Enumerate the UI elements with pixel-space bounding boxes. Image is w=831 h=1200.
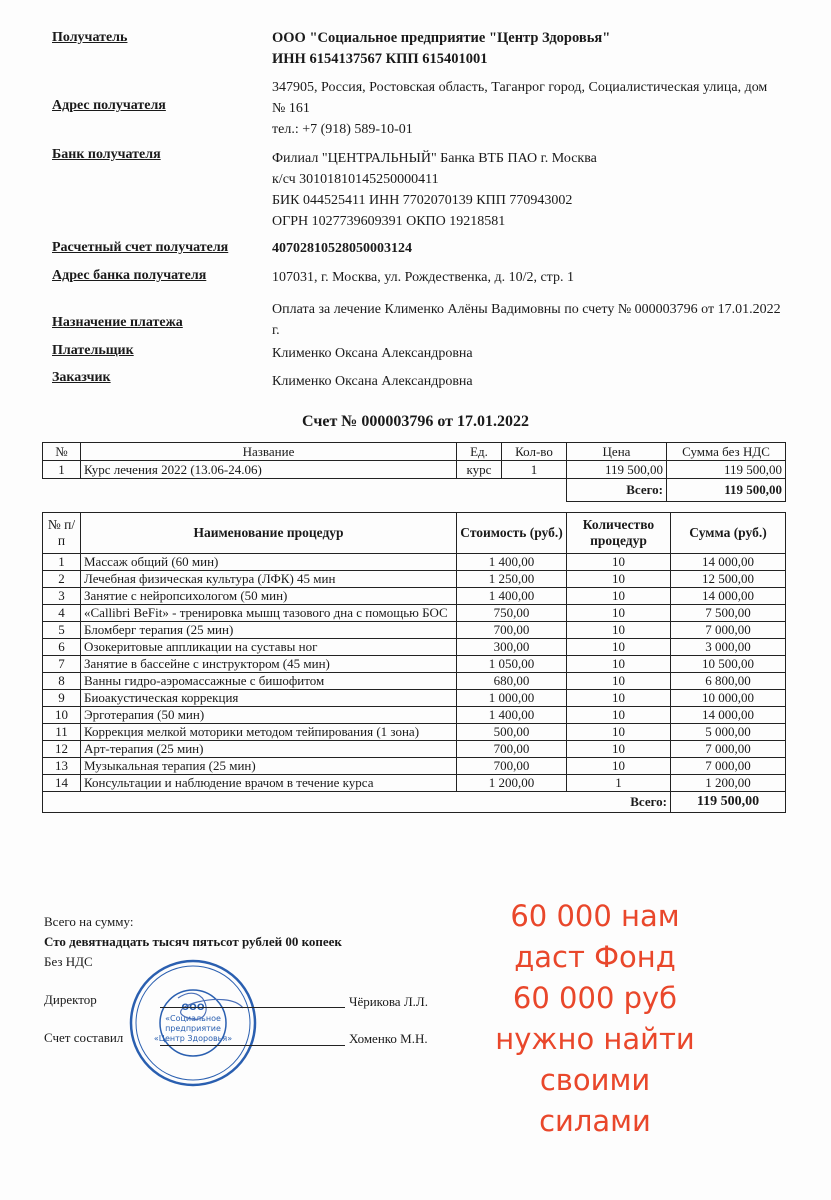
cell: курс [457,461,502,479]
note-line: силами [539,1104,651,1138]
cost: 1 250,00 [457,571,567,588]
invoice-table [42,442,786,502]
sum: 5 000,00 [671,724,786,741]
table-header-row [43,513,786,554]
cost: 1 400,00 [457,707,567,724]
procedure-name: Эрготерапия (50 мин) [81,707,457,724]
table-row [43,571,786,588]
label-account: Расчетный счет получателя [52,240,229,255]
procedure-name: Консультации и наблюдение врачом в течение курса [81,775,457,792]
quantity: 10 [567,588,671,605]
header-cell: № [43,443,81,461]
procedure-name: Арт-терапия (25 мин) [81,741,457,758]
procedure-name: Занятие в бассейне с инструктором (45 мин) [81,656,457,673]
quantity: 10 [567,639,671,656]
sum: 7 000,00 [671,758,786,775]
cost: 1 400,00 [457,588,567,605]
recipient-name [272,28,772,70]
table-row [43,639,786,656]
total-row [43,792,786,813]
header-cell: Сумма (руб.) [671,513,786,554]
table-row [43,588,786,605]
svg-text:«Социальное: «Социальное [165,1014,221,1023]
svg-text:«Центр Здоровья»: «Центр Здоровья» [153,1034,233,1043]
row-number: 6 [43,639,81,656]
sum: 14 000,00 [671,554,786,571]
header-cell: Сумма без НДС [667,443,786,461]
table-row [43,775,786,792]
cost: 680,00 [457,673,567,690]
total-label: Всего: [567,479,667,502]
handwritten-note [470,896,720,1142]
sum: 6 800,00 [671,673,786,690]
label-bank-address: Адрес банка получателя [52,268,207,283]
table-header-row [43,443,786,461]
label-purpose: Назначение платежа [52,315,183,330]
bank-line: Филиал "ЦЕНТРАЛЬНЫЙ" Банка ВТБ ПАО г. Москва [272,151,597,166]
note-line: нужно найти [495,1022,695,1056]
quantity: 10 [567,724,671,741]
table-row [43,673,786,690]
composer-label: Счет составил [44,1030,124,1045]
header-cell: Кол-во [502,443,567,461]
procedure-name: Коррекция мелкой моторики методом тейпирования (1 зона) [81,724,457,741]
empty [43,479,567,502]
bank-address: 107031, г. Москва, ул. Рождественка, д. 10/2, стр. 1 [272,270,574,285]
sum: 14 000,00 [671,707,786,724]
sum: 3 000,00 [671,639,786,656]
amount-in-words: Сто девятнадцать тысяч пятьсот рублей 00 копеек [44,934,342,949]
sum: 12 500,00 [671,571,786,588]
procedure-name: Биоакустическая коррекция [81,690,457,707]
note-line: своими [539,1063,651,1097]
director-label: Директор [44,992,97,1007]
row-number: 12 [43,741,81,758]
bank-line: БИК 044525411 ИНН 7702070139 КПП 770943002 [272,193,573,208]
row-number: 1 [43,554,81,571]
row-number: 13 [43,758,81,775]
row-number: 8 [43,673,81,690]
sum: 14 000,00 [671,588,786,605]
payer: Клименко Оксана Александровна [272,346,473,361]
cost: 700,00 [457,622,567,639]
total-label: Всего: [567,792,671,813]
label-recipient: Получатель [52,30,128,45]
header-cell: № п/п [43,513,81,554]
cell: 119 500,00 [667,461,786,479]
bank-line: к/сч 30101810145250000411 [272,172,439,187]
table-row [43,554,786,571]
row-number: 2 [43,571,81,588]
row-number: 5 [43,622,81,639]
cost: 1 200,00 [457,775,567,792]
label-address: Адрес получателя [52,98,166,113]
director-name: Чёрикова Л.Л. [349,994,428,1009]
cell: 1 [502,461,567,479]
table-row [43,724,786,741]
quantity: 10 [567,707,671,724]
cell: Курс лечения 2022 (13.06-24.06) [81,461,457,479]
note-line: 60 000 руб [512,981,678,1015]
quantity: 10 [567,622,671,639]
quantity: 10 [567,690,671,707]
table-row [43,690,786,707]
empty [43,792,567,813]
svg-text:ООО: ООО [181,1003,205,1013]
label-customer: Заказчик [52,370,111,385]
quantity: 10 [567,554,671,571]
company-stamp-icon [128,958,258,1088]
procedure-name: Музыкальная терапия (25 мин) [81,758,457,775]
row-number: 11 [43,724,81,741]
quantity: 10 [567,741,671,758]
table-row [43,741,786,758]
label-payer: Плательщик [52,343,134,358]
composer-name: Хоменко М.Н. [349,1031,428,1046]
procedure-name: Озокеритовые аппликации на суставы ног [81,639,457,656]
table-row [43,758,786,775]
sum: 10 500,00 [671,656,786,673]
procedure-name: Занятие с нейропсихологом (50 мин) [81,588,457,605]
quantity: 10 [567,758,671,775]
label-bank: Банк получателя [52,147,161,162]
cell: 1 [43,461,81,479]
table-row [43,461,786,479]
row-number: 3 [43,588,81,605]
table-row [43,605,786,622]
sum: 7 500,00 [671,605,786,622]
vat-note: Без НДС [44,954,93,969]
summary-label: Всего на сумму: [44,914,134,929]
table-row [43,707,786,724]
procedure-name: Ванны гидро-аэромассажные с бишофитом [81,673,457,690]
header-cell: Ед. [457,443,502,461]
header-cell: Название [81,443,457,461]
bank-details [272,148,772,232]
sum: 7 000,00 [671,741,786,758]
row-number: 14 [43,775,81,792]
cell: 119 500,00 [567,461,667,479]
cost: 700,00 [457,741,567,758]
header-cell: Наименование процедур [81,513,457,554]
invoice-title: Счет № 000003796 от 17.01.2022 [301,413,530,430]
total-row [43,479,786,502]
cost: 1 400,00 [457,554,567,571]
quantity: 10 [567,571,671,588]
sum: 7 000,00 [671,622,786,639]
row-number: 7 [43,656,81,673]
row-number: 9 [43,690,81,707]
sum: 1 200,00 [671,775,786,792]
recipient-inn-kpp: ИНН 6154137567 КПП 615401001 [272,51,488,67]
table-row [43,656,786,673]
procedures-table [42,512,786,813]
recipient-name-text: ООО "Социальное предприятие "Центр Здоровья" [272,30,611,46]
quantity: 10 [567,673,671,690]
phone-text: тел.: +7 (918) 589-10-01 [272,122,413,137]
cost: 1 000,00 [457,690,567,707]
customer: Клименко Оксана Александровна [272,374,473,389]
account-number: 40702810528050003124 [272,241,412,256]
row-number: 10 [43,707,81,724]
row-number: 4 [43,605,81,622]
bank-line: ОГРН 1027739609391 ОКПО 19218581 [272,214,506,229]
procedure-name: Бломберг терапия (25 мин) [81,622,457,639]
header-cell: Стоимость (руб.) [457,513,567,554]
note-line: 60 000 нам [510,899,680,933]
svg-text:предприятие: предприятие [165,1024,221,1033]
cost: 700,00 [457,758,567,775]
note-line: даст Фонд [514,940,676,974]
procedure-name: Лечебная физическая культура (ЛФК) 45 мин [81,571,457,588]
total-value: 119 500,00 [667,479,786,502]
composer-signature-line [160,1045,345,1046]
director-signature-line [160,1007,345,1008]
quantity: 1 [567,775,671,792]
address-text: 347905, Россия, Ростовская область, Таганрог город, Социалистическая улица, дом № 161 [272,80,768,116]
quantity: 10 [567,656,671,673]
table-row [43,622,786,639]
recipient-address [272,77,772,140]
cost: 750,00 [457,605,567,622]
cost: 500,00 [457,724,567,741]
cost: 1 050,00 [457,656,567,673]
sum: 10 000,00 [671,690,786,707]
header-cell: Количество процедур [567,513,671,554]
procedure-name: Массаж общий (60 мин) [81,554,457,571]
cost: 300,00 [457,639,567,656]
header-cell: Цена [567,443,667,461]
payment-purpose: Оплата за лечение Клименко Алёны Вадимовны по счету № 000003796 от 17.01.2022 г. [272,302,781,338]
procedure-name: «Callibri BeFit» - тренировка мышц тазового дна с помощью БОС [81,605,457,622]
quantity: 10 [567,605,671,622]
total-value: 119 500,00 [671,792,786,813]
